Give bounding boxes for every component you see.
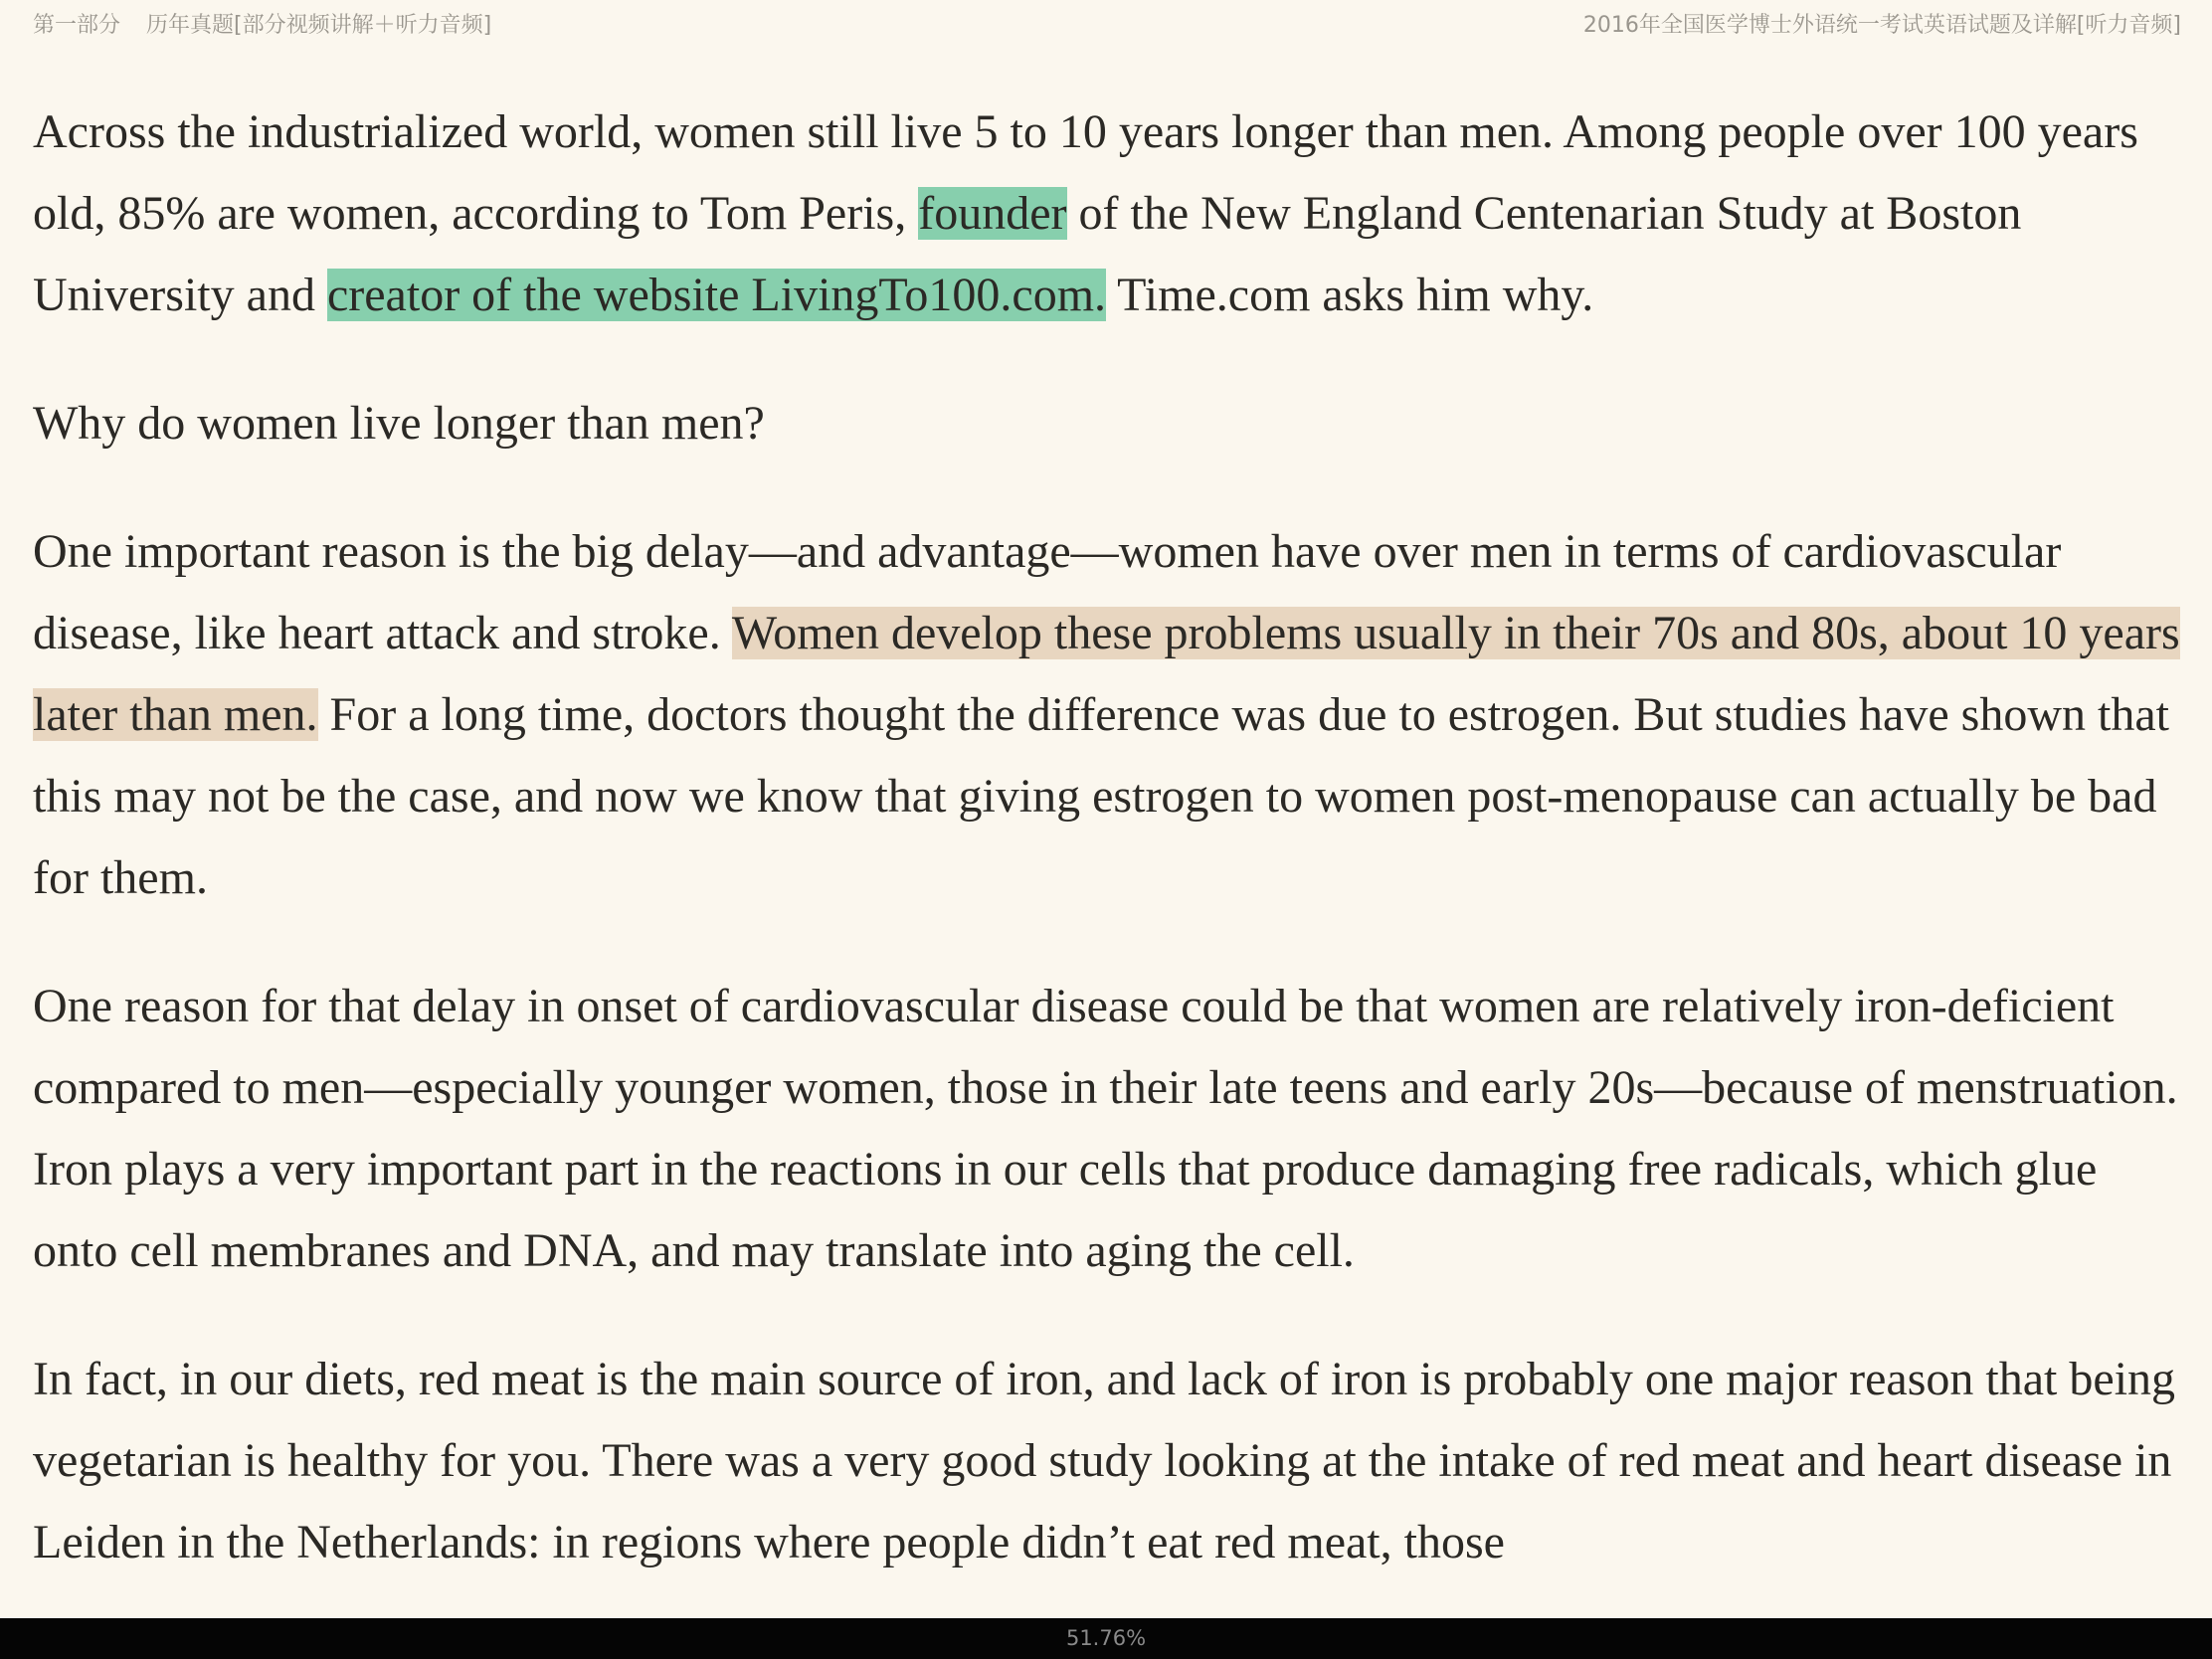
reading-content[interactable] [33, 92, 2181, 1618]
progress-footer [0, 1618, 2212, 1659]
highlight-women-develop[interactable]: Women develop these problems usually in their 70s and 80s, about 10 years later than men. [33, 607, 2180, 741]
header-breadcrumb [33, 8, 491, 39]
paragraph-1[interactable] [33, 92, 2181, 336]
paragraph-1-text-a[interactable]: Across the industrialized world, women still live 5 to 10 years longer than men. Among people over 100 years old, 85% are women, according to Tom Peris, [33, 105, 2138, 240]
highlight-founder[interactable]: founder [918, 187, 1067, 240]
paragraph-5[interactable]: In fact, in our diets, red meat is the main source of iron, and lack of iron is probably one major reason that being vegetarian is healthy for you. There was a very good study looking at the intake of red meat and heart disease in Leiden in the Netherlands: in regions where people didn’t eat red meat, those [33, 1353, 2176, 1568]
paragraph-1-text-c[interactable]: Time.com asks him why. [1106, 269, 1594, 321]
page-header [0, 0, 2212, 42]
highlight-creator-website[interactable]: creator of the website LivingTo100.com. [326, 269, 1107, 321]
paragraph-4[interactable]: One reason for that delay in onset of cardiovascular disease could be that women are relatively iron-deficient compared to men—especially younger women, those in their late teens and early 20s—because of menstruation. Iron plays a very important part in the reactions in our cells that produce damaging free radicals, which glue onto cell membranes and DNA, and may translate into aging the cell. [33, 980, 2178, 1277]
paragraph-1-text-b[interactable]: of the New England Centenarian Study at Boston University and [33, 187, 2022, 321]
paragraph-3[interactable] [33, 511, 2181, 919]
paragraph-3-text-b[interactable]: For a long time, doctors thought the difference was due to estrogen. But studies have shown that this may not be the case, and now we know that giving estrogen to women post-menopause can actually be bad for them. [33, 688, 2169, 904]
paragraph-2[interactable]: Why do women live longer than men? [33, 397, 765, 450]
paragraph-3-text-a[interactable]: One important reason is the big delay—and advantage—women have over men in terms of cardiovascular disease, like heart attack and stroke. [33, 525, 2062, 659]
header-chapter: 历年真题[部分视频讲解＋听力音频] [146, 13, 492, 38]
progress-percent: 51.76% [1065, 1626, 1147, 1650]
header-section: 第一部分 [33, 13, 121, 38]
header-book-title: 2016年全国医学博士外语统一考试英语试题及详解[听力音频] [1582, 13, 2181, 38]
